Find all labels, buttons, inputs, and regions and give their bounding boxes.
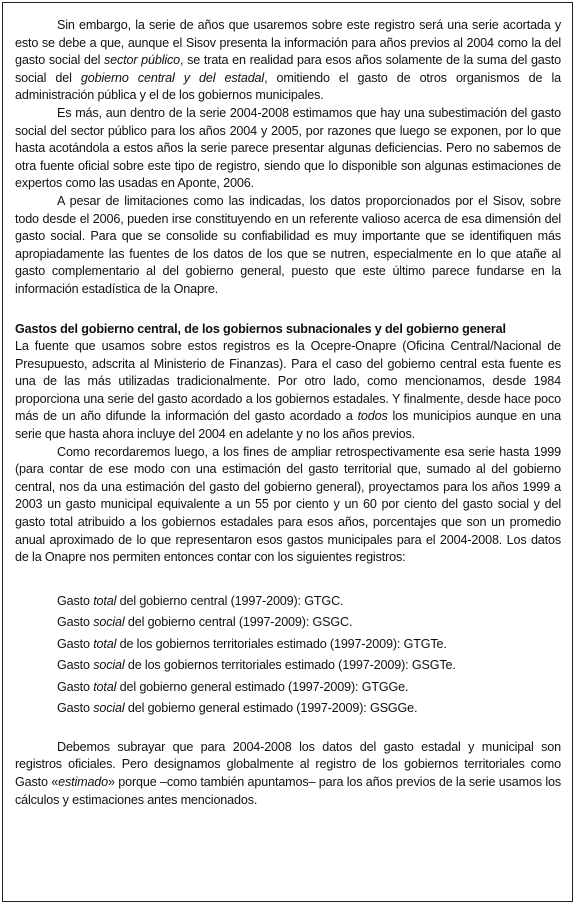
text-run: Es más, aun dentro de la serie 2004-2008 estimamos que hay una subestimación del gasto social del sector público para los años 2004 y 2005, por razones que luego se exponen, por lo que hasta acotándola a estos años la serie parece presentar algunas deficiencias. Pero no sabemos de otra fuente oficial sobre este tipo de registro, siendo que lo disponible son algunas estimaciones de expertos como las usadas en Aponte, 2006.: [15, 105, 561, 191]
text-run: Gasto: [57, 615, 94, 630]
text-run: La fuente que usamos sobre estos registros es la Ocepre-Onapre (Oficina Central/Nacional de Presupuesto, adscrita al Ministerio de Finanzas). Para el caso del gobierno central esta fuente es una de las más utilizadas tradicionalmente. Por otro lado, como mencionamos, desde 1984 proporciona una serie del gasto acordado a los gobiernos estadales. Y finalmente, desde hace poco más de un año difunde la información del gasto acordado a: [15, 339, 561, 424]
text-run: de los gobiernos territoriales estimado (1997-2009): GSGTe.: [124, 658, 456, 673]
paragraph: [15, 17, 561, 105]
paragraph: [15, 739, 561, 809]
paragraph: [15, 105, 561, 193]
list-item: [57, 655, 561, 677]
text-run: Gasto: [57, 701, 94, 716]
text-run: , se trata en realidad para esos años solamente de la suma del gasto social del: [15, 53, 562, 85]
registry-list: [15, 591, 561, 720]
italic-text: estimado: [58, 775, 109, 789]
document-page: [2, 2, 573, 902]
text-run: Sin embargo, la serie de años que usaremos sobre este registro será una serie acortada y esto se debe a que, aunque el Sisov presenta la información para años previos al 2004 como la del gasto social del: [15, 18, 561, 68]
paragraph: [15, 338, 561, 444]
text-run: del gobierno central (1997-2009): GSGC.: [124, 615, 353, 630]
italic-text: social: [93, 615, 125, 630]
text-run: los municipios aunque en una serie que hasta ahora incluye del 2004 en adelante y no los años previos.: [15, 409, 561, 442]
text-run: Gasto: [57, 658, 94, 673]
text-run: Gasto: [57, 593, 94, 608]
text-run: de los gobiernos territoriales estimado (1997-2009): GTGTe.: [116, 636, 447, 651]
list-item: [57, 591, 561, 613]
text-run: del gobierno general estimado (1997-2009): GTGGe.: [116, 679, 409, 694]
text-run: Como recordaremos luego, a los fines de ampliar retrospectivamente esa serie hasta 1999 (para contar de ese modo con una estimación del gasto territorial que, sumado al del gobierno central, nos da una estimación del gasto del gobierno general), proyectamos para los años 1999 a 2003 un gasto municipal equivalente a un 55 por ciento y un 60 por ciento del gasto social y del gasto total atribuido a los gobiernos estadales para esos años, porcentajes que son un promedio anual aproximado de lo que representaron esos gastos municipales para el 2004-2008. Los datos de la Onapre nos permiten entonces contar con los siguientes registros:: [15, 444, 561, 565]
list-item: [57, 677, 561, 699]
italic-text: todos: [357, 409, 388, 424]
document-body: [15, 17, 561, 809]
paragraph: [15, 444, 561, 567]
text-run: Debemos subrayar que para 2004-2008 los datos del gasto estadal y municipal son registros oficiales. Pero designamos globalmente al registro de los gobiernos territoriales como Gasto «: [15, 739, 561, 789]
italic-text: total: [93, 593, 117, 608]
text-run: Gasto: [57, 636, 94, 651]
section-heading: Gastos del gobierno central, de los gobiernos subnacionales y del gobierno general: [15, 321, 506, 336]
text-run: del gobierno central (1997-2009): GTGC.: [116, 593, 344, 608]
text-run: del gobierno general estimado (1997-2009): GSGGe.: [124, 701, 418, 716]
text-run: A pesar de limitaciones como las indicadas, los datos proporcionados por el Sisov, sobre todo desde el 2006, pueden irse constituyendo en un referente valioso acerca de esa dimensión del gasto social. Para que se consolide su confiabilidad es muy importante que se identifiquen más apropiadamente las fuentes de los datos de los que se nutren, especialmente en lo que atañe al gasto complementario al del gobierno general, puesto que este último parece fundarse en la información estadística de la Onapre.: [15, 193, 561, 296]
text-run: Gasto: [57, 679, 94, 694]
list-item: [57, 698, 561, 720]
italic-text: total: [93, 679, 117, 694]
italic-text: social: [93, 658, 125, 673]
italic-text: total: [93, 636, 117, 651]
italic-text: gobierno central y del estadal: [80, 70, 265, 85]
text-run: » porque –como también apuntamos– para los años previos de la serie usamos los cálculos y estimaciones antes mencionados.: [15, 775, 562, 807]
list-item: [57, 634, 561, 656]
paragraph: [15, 193, 561, 299]
text-run: , omitiendo el gasto de otros organismos de la administración pública y el de los gobiernos municipales.: [15, 70, 562, 103]
italic-text: social: [93, 701, 125, 716]
italic-text: sector público: [104, 53, 181, 68]
list-item: [57, 612, 561, 634]
